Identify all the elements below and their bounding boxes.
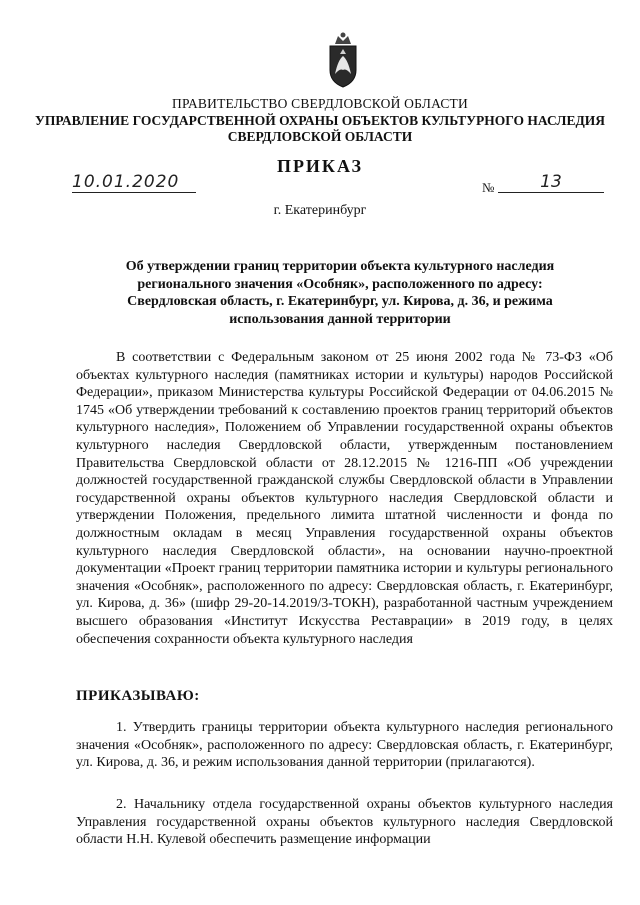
order-number: 13 <box>498 172 604 193</box>
order-item-2: 2. Начальнику отдела государственной охраны объектов культурного наследия Управления государственной охраны объектов культурного наследия Свердловской области Н.Н. Кулевой обеспечить размещение информации <box>76 797 613 848</box>
document-type: ПРИКАЗ <box>276 156 364 176</box>
preamble-paragraph: В соответствии с Федеральным законом от 25 июня 2002 года № 73-ФЗ «Об объектах культурного наследия (памятниках истории и культуры) народов Российской Федерации», приказом Министерства культуры Российской Федерации от 04.06.2015 № 1745 «Об утверждении требований к составлению проектов границ территорий объектов культурного наследия», Положением об Управлении государственной охраны объектов культурного наследия Свердловской области, утвержденным постановлением Правительства Свердловской области от 28.12.2015 № 1216-ПП «Об учреждении должностей государственной гражданской службы Свердловской области в Управлении государственной охраны объектов культурного наследия Свердловской области и утверждении Положения, предельного лимита штатной численности и фонда по должностным окладам в месяц Управления государственной охраны объектов культурного наследия Свердловской области», на основании научно-проектной документации «Проект границ территории памятника истории и культуры регионального значения «Особняк», расположенного по адресу: Свердловская область, г. Екатеринбург, ул. Кирова, д. 36» (шифр 29-20-14.2019/3-ТОКН), разработанной частным учреждением высшего образования «Институт Искусства Реставрации» в 2019 году, в целях обеспечения сохранности объекта культурного наследия <box>76 350 613 647</box>
city: г. Екатеринбург <box>273 203 367 218</box>
order-word: ПРИКАЗЫВАЮ: <box>76 688 200 704</box>
order-title: Об утверждении границ территории объекта культурного наследия регионального значения «Особняк», расположенного по адресу: Свердловская область, г. Екатеринбург, ул. Кирова, д. 36, и режима использования данной территории <box>125 259 555 327</box>
department-name: УПРАВЛЕНИЕ ГОСУДАРСТВЕННОЙ ОХРАНЫ ОБЪЕКТОВ КУЛЬТУРНОГО НАСЛЕДИЯ СВЕРДЛОВСКОЙ ОБЛАСТИ <box>34 113 606 144</box>
number-label: № <box>482 180 495 195</box>
order-item-1: 1. Утвердить границы территории объекта культурного наследия регионального значения «Особняк», расположенного по адресу: Свердловская область, г. Екатеринбург, ул. Кирова, д. 36, и режим использования данной территории (прилагаются). <box>76 720 613 771</box>
order-date: 10.01.2020 <box>72 172 196 193</box>
government-name: ПРАВИТЕЛЬСТВО СВЕРДЛОВСКОЙ ОБЛАСТИ <box>172 96 468 111</box>
coat-of-arms-icon <box>326 30 360 90</box>
